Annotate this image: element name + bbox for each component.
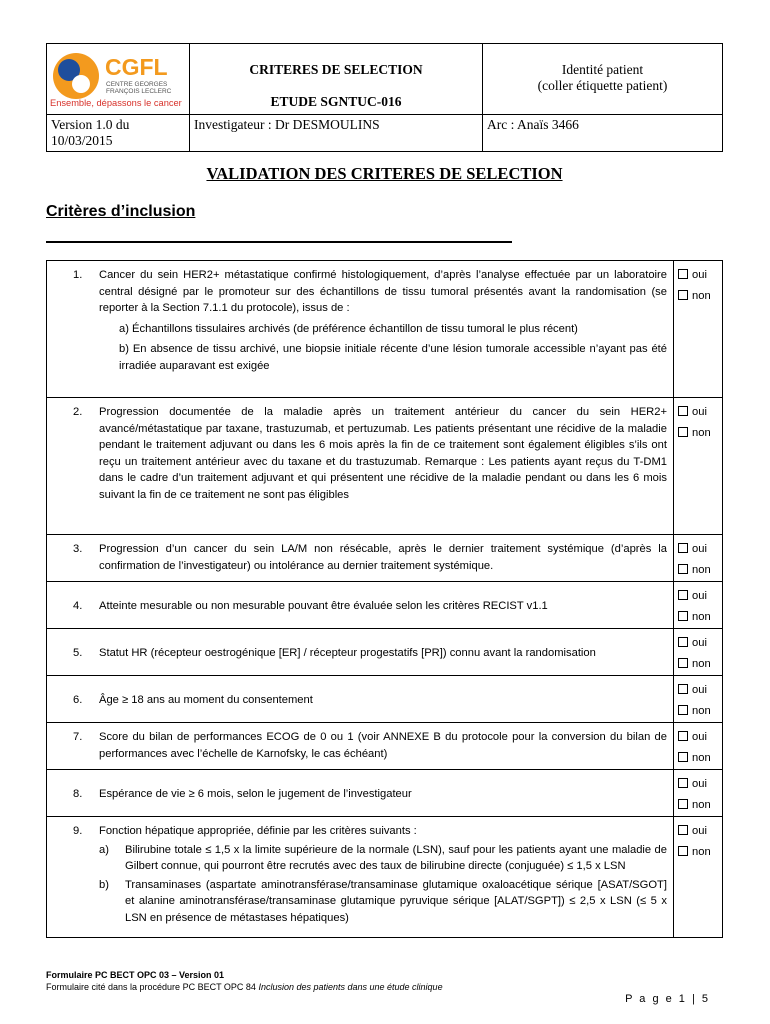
criterion-sub-b: b) En absence de tissu archivé, une biopsie initiale récente d’une lésion tumorale accessible n’ayant pas été irradiée auparavant est exigée xyxy=(119,343,667,372)
checkbox-icon[interactable] xyxy=(678,637,688,647)
oui-checkbox[interactable]: oui xyxy=(678,402,722,423)
criterion-number: 5. xyxy=(73,646,83,659)
version-text: Version 1.0 du 10/03/2015 xyxy=(51,117,130,148)
criterion-checkboxes xyxy=(674,676,723,723)
criterion-text-cell xyxy=(47,676,674,723)
oui-checkbox[interactable]: oui xyxy=(678,265,722,286)
non-checkbox[interactable]: non xyxy=(678,795,722,816)
non-checkbox[interactable]: non xyxy=(678,842,722,863)
footer-procedure-title: Inclusion des patients dans une étude clinique xyxy=(258,982,443,992)
checkbox-icon[interactable] xyxy=(678,290,688,300)
criterion-row-9 xyxy=(47,817,723,938)
investigator-text: Investigateur : Dr DESMOULINS xyxy=(194,117,380,132)
non-checkbox[interactable]: non xyxy=(678,423,722,444)
criterion-text: Atteinte mesurable ou non mesurable pouvant être évaluée selon les critères RECIST v1.1 xyxy=(99,599,548,612)
checkbox-icon[interactable] xyxy=(678,684,688,694)
patient-id-hint: (coller étiquette patient) xyxy=(537,78,668,93)
criteria-title-cell xyxy=(190,44,483,115)
criterion-row-3 xyxy=(47,535,723,582)
investigator-cell xyxy=(190,115,483,152)
checkbox-icon[interactable] xyxy=(678,752,688,762)
criterion-checkboxes xyxy=(674,770,723,817)
logo-cell xyxy=(47,44,190,115)
criterion-text-cell xyxy=(47,770,674,817)
checkbox-icon[interactable] xyxy=(678,427,688,437)
criterion-checkboxes xyxy=(674,582,723,629)
study-code: ETUDE SGNTUC-016 xyxy=(270,94,402,109)
non-checkbox[interactable]: non xyxy=(678,701,722,722)
oui-checkbox[interactable]: oui xyxy=(678,586,722,607)
logo-text: CGFL xyxy=(105,54,168,80)
criterion-text-cell xyxy=(47,629,674,676)
criterion-text: Statut HR (récepteur oestrogénique [ER] / récepteur progestatifs [PR]) connu avant la randomisation xyxy=(99,646,596,659)
criterion-number: 1. xyxy=(73,269,83,281)
criterion-number: 4. xyxy=(73,599,83,612)
criterion-number: 9. xyxy=(73,825,83,837)
non-checkbox[interactable]: non xyxy=(678,286,722,307)
criterion-text-cell xyxy=(47,261,674,398)
section-divider xyxy=(46,241,512,243)
criterion-checkboxes xyxy=(674,535,723,582)
criterion-text: Progression d’un cancer du sein LA/M non résécable, après le dernier traitement systémique (d’après la confirmation de l’investigateur) ou intolérance au dernier traitement systémique. xyxy=(99,543,667,572)
criterion-text: Espérance de vie ≥ 6 mois, selon le jugement de l’investigateur xyxy=(99,787,412,800)
sub-letter: b) xyxy=(99,878,109,891)
criterion-text: Fonction hépatique appropriée, définie par les critères suivants : xyxy=(99,825,417,837)
criterion-number: 7. xyxy=(73,731,83,743)
checkbox-icon[interactable] xyxy=(678,825,688,835)
criterion-row-5 xyxy=(47,629,723,676)
logo-sub2: FRANÇOIS LECLERC xyxy=(106,88,172,95)
criterion-text: Âge ≥ 18 ans au moment du consentement xyxy=(99,693,313,706)
arc-text: Arc : Anaïs 3466 xyxy=(487,117,579,132)
criterion-number: 6. xyxy=(73,693,83,706)
criterion-text-cell xyxy=(47,535,674,582)
logo-tagline: Ensemble, dépassons le cancer xyxy=(50,98,182,108)
non-checkbox[interactable]: non xyxy=(678,560,722,581)
checkbox-icon[interactable] xyxy=(678,543,688,553)
oui-checkbox[interactable]: oui xyxy=(678,821,722,842)
criterion-row-4 xyxy=(47,582,723,629)
checkbox-icon[interactable] xyxy=(678,590,688,600)
checkbox-icon[interactable] xyxy=(678,269,688,279)
checkbox-icon[interactable] xyxy=(678,406,688,416)
non-checkbox[interactable]: non xyxy=(678,607,722,628)
criterion-row-1 xyxy=(47,261,723,398)
version-cell xyxy=(47,115,190,152)
checkbox-icon[interactable] xyxy=(678,658,688,668)
checkbox-icon[interactable] xyxy=(678,611,688,621)
oui-checkbox[interactable]: oui xyxy=(678,633,722,654)
cgfl-logo xyxy=(47,44,189,110)
sub-letter: a) xyxy=(99,843,109,856)
criteria-title: CRITERES DE SELECTION xyxy=(249,62,423,77)
page-number: P a g e 1 | 5 xyxy=(625,993,710,1005)
non-checkbox[interactable]: non xyxy=(678,748,722,769)
checkbox-icon[interactable] xyxy=(678,705,688,715)
footer-procedure-ref: Formulaire cité dans la procédure PC BECT OPC 84 Inclusion des patients dans une étude clinique xyxy=(46,982,443,992)
criterion-sub-a: a) Échantillons tissulaires archivés (de préférence échantillon de tissu tumoral le plus récent) xyxy=(119,322,578,335)
logo-sub1: CENTRE GEORGES xyxy=(106,81,168,88)
criterion-row-6 xyxy=(47,676,723,723)
oui-checkbox[interactable]: oui xyxy=(678,727,722,748)
criterion-row-7 xyxy=(47,723,723,770)
arc-cell xyxy=(483,115,723,152)
oui-checkbox[interactable]: oui xyxy=(678,539,722,560)
checkbox-icon[interactable] xyxy=(678,778,688,788)
criterion-text-cell xyxy=(47,398,674,535)
checkbox-icon[interactable] xyxy=(678,731,688,741)
criterion-text: Cancer du sein HER2+ métastatique confirmé histologiquement, d’après l’analyse effectuée par un laboratoire central désigné par le promoteur sur des échantillons de tissu tumoral présentés avant la randomisation (se reporter à la Section 7.1.1 du protocole), issus de : xyxy=(99,269,667,314)
criterion-checkboxes xyxy=(674,261,723,398)
criterion-number: 2. xyxy=(73,406,83,418)
criterion-row-2 xyxy=(47,398,723,535)
criterion-row-8 xyxy=(47,770,723,817)
section-title: Critères d’inclusion xyxy=(46,203,196,220)
checkbox-icon[interactable] xyxy=(678,799,688,809)
criterion-text-cell xyxy=(47,723,674,770)
criterion-number: 3. xyxy=(73,543,83,555)
criterion-checkboxes xyxy=(674,723,723,770)
criterion-text: Score du bilan de performances ECOG de 0 ou 1 (voir ANNEXE B du protocole pour la conversion du bilan de performances avec l’échelle de Karnofsky, le cas échéant) xyxy=(99,731,667,760)
criterion-number: 8. xyxy=(73,787,83,800)
inclusion-criteria-table xyxy=(46,260,723,938)
footer-form-ref: Formulaire PC BECT OPC 03 – Version 01 xyxy=(46,970,225,980)
patient-id-label: Identité patient xyxy=(561,62,644,77)
checkbox-icon[interactable] xyxy=(678,846,688,856)
checkbox-icon[interactable] xyxy=(678,564,688,574)
non-checkbox[interactable]: non xyxy=(678,654,722,675)
header-table xyxy=(46,43,723,152)
criterion-checkboxes xyxy=(674,817,723,938)
patient-id-cell[interactable] xyxy=(483,44,723,115)
criterion-text: Progression documentée de la maladie après un traitement antérieur du cancer du sein HER2+ avancé/métastatique par taxane, trastuzumab, et pertuzumab. Les patients présentant une récidive de la maladie pendant le traitement adjuvant ou dans les 6 mois après la fin de ce traitement sont également éligibles s’ils ont reçu un traitement antérieur avec du taxane et du trastuzumab. Remarque : Les patients ayant reçus du T-DM1 dans le cadre d’un traitement adjuvant et qui présentent une récidive de la maladie pendant ou dans les 6 mois suivant la fin de ce traitement ne sont pas éligibles xyxy=(99,406,667,501)
criterion-text-cell xyxy=(47,582,674,629)
oui-checkbox[interactable]: oui xyxy=(678,774,722,795)
criterion-sub-a: Bilirubine totale ≤ 1,5 x la limite supérieure de la normale (LSN), sauf pour les patients ayant une maladie de Gilbert connue, qui pourront être recrutés avec des taux de bilirubine directe (conjuguée) ≤ 1,5 x LSN xyxy=(125,843,667,872)
page-title: VALIDATION DES CRITERES DE SELECTION xyxy=(206,164,563,183)
criterion-checkboxes xyxy=(674,629,723,676)
oui-checkbox[interactable]: oui xyxy=(678,680,722,701)
criterion-sub-b: Transaminases (aspartate aminotransférase/transaminase glutamique oxaloacétique sérique [ASAT/SGOT] et alanine aminotransférase/transaminase glutamique pyruvique sérique [ALAT/SGPT]) ≤ 2,5 x LSN (≤ 5 x LSN en présence de métastases hépatiques) xyxy=(125,878,667,924)
criterion-checkboxes xyxy=(674,398,723,535)
criterion-text-cell xyxy=(47,817,674,938)
